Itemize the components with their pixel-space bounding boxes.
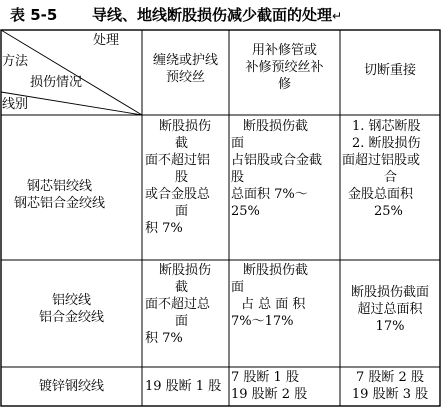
row-aluminum-rejoin: 断股损伤截面 超过总面积 17% (350, 285, 429, 334)
row-aluminum-name: 铝绞线 铝合金绞线 (38, 293, 104, 325)
header-method-label: 方法 (2, 54, 29, 69)
column-header-cut-and-rejoin: 切断重接 (363, 63, 416, 78)
row-galvanized-steel-rejoin: 7 股断 2 股 19 股断 3 股 (351, 370, 429, 402)
row-aluminum-wrap: 断股损伤 截 面不超过总 面 积 7% (145, 263, 212, 346)
row-galvanized-steel-wrap: 19 股断 1 股 (145, 379, 222, 394)
row-steel-core-aluminum-name: 钢芯铝绞线 钢芯铝合金绞线 (14, 179, 106, 211)
column-header-repair-sleeve: 用补修管或 补修预绞丝补 修 (245, 43, 324, 92)
row-galvanized-steel-repair: 7 股断 1 股 19 股断 2 股 (231, 370, 308, 402)
row-aluminum-repair: 断股损伤截 面 占 总 面 积 7%～17% (231, 263, 309, 329)
row-steel-core-aluminum-rejoin: 1. 钢芯断股 2. 断股损伤 面超过铝股或 合 金股总面积 25% (342, 119, 421, 219)
row-steel-core-aluminum-repair: 断股损伤截 面 占铝股或合金截 股 总面积 7%～ 25% (231, 119, 323, 219)
header-wire-type-label: 线别 (2, 97, 29, 112)
table-number: 表 5-5 (10, 6, 58, 24)
paragraph-mark: ↵ (332, 9, 343, 23)
row-steel-core-aluminum-wrap: 断股损伤 截 面不超过铝 股 或合金股总 面 积 7% (145, 119, 212, 236)
column-header-wrap-or-armor: 缠绕或护线 预绞丝 (152, 53, 218, 85)
header-damage-label: 损伤情况 (30, 75, 83, 90)
header-process-label: 处理 (93, 33, 120, 48)
row-galvanized-steel-name: 镀锌钢绞线 (38, 379, 104, 394)
caption-text: 导线、地线断股损伤减少截面的处理 (92, 6, 333, 24)
